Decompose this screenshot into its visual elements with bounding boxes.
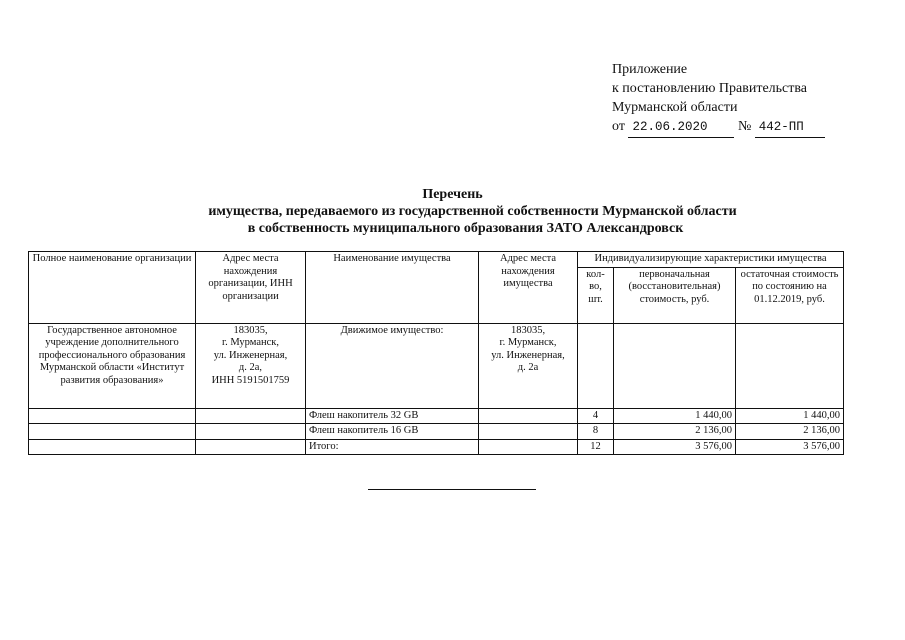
empty-cell [479, 439, 578, 455]
empty-cell [29, 424, 196, 440]
header-property-name: Наименование имущества [306, 252, 479, 324]
empty-cell [196, 424, 306, 440]
org-address-line: г. Мурманск, [221, 337, 280, 348]
org-row [29, 323, 844, 408]
empty-cell [196, 439, 306, 455]
empty-cell [479, 424, 578, 440]
header-org-address: Адрес места нахождения организации, ИНН организации [196, 252, 306, 324]
title-line-1: Перечень [422, 187, 483, 202]
title-line-3: в собственность муниципального образования ЗАТО Александровск [247, 221, 684, 236]
resolution-number: 442-ПП [755, 118, 825, 138]
property-table [28, 251, 844, 455]
property-address-line: д. 2а [517, 362, 539, 373]
org-address-line: д. 2а, [238, 362, 263, 373]
org-address-line: 183035, [233, 324, 268, 336]
empty-cell [578, 323, 614, 408]
total-initial-cost: 3 576,00 [614, 439, 736, 455]
property-address-cell [479, 323, 578, 408]
total-residual-cost: 3 576,00 [736, 439, 844, 455]
closing-divider [368, 489, 536, 490]
property-address-line: 183035, [510, 324, 546, 336]
total-qty: 12 [578, 439, 614, 455]
item-residual-cost: 2 136,00 [736, 424, 844, 440]
header-property-address: Адрес места нахождения имущества [479, 252, 578, 324]
item-initial-cost: 2 136,00 [614, 424, 736, 440]
appendix-date-line [612, 117, 825, 138]
table-row [29, 424, 844, 440]
property-address-line: ул. Инженерная, [491, 349, 565, 361]
total-label: Итого: [306, 439, 479, 455]
header-residual-cost: остаточная стоимость по состоянию на 01.12.2019, руб. [736, 267, 844, 323]
empty-cell [736, 323, 844, 408]
header-initial-cost: первоначальная (восстановительная) стоимость, руб. [614, 267, 736, 323]
appendix-resolution-line: к постановлению Правительства [612, 81, 808, 96]
appendix-region-line: Мурманской области [612, 100, 738, 115]
date-prefix: от [612, 119, 625, 134]
empty-cell [29, 408, 196, 424]
document-title [0, 186, 905, 237]
empty-cell [29, 439, 196, 455]
org-address-cell [196, 323, 306, 408]
org-inn: ИНН 5191501759 [211, 374, 290, 386]
empty-cell [614, 323, 736, 408]
empty-cell [479, 408, 578, 424]
number-prefix: № [737, 119, 752, 134]
movable-property-label: Движимое имущество: [306, 323, 479, 408]
table-row [29, 408, 844, 424]
appendix-title: Приложение [612, 62, 688, 77]
total-row [29, 439, 844, 455]
header-row [29, 252, 844, 268]
empty-cell [196, 408, 306, 424]
item-qty: 4 [578, 408, 614, 424]
item-residual-cost: 1 440,00 [736, 408, 844, 424]
org-name-cell: Государственное автономное учреждение дополнительного профессионального образования Мурманской области «Институт развития образования» [29, 323, 196, 408]
header-org-name: Полное наименование организации [29, 252, 196, 324]
item-initial-cost: 1 440,00 [614, 408, 736, 424]
item-name: Флеш накопитель 16 GB [306, 424, 479, 440]
title-line-2: имущества, передаваемого из государственной собственности Мурманской области [208, 204, 737, 219]
item-name: Флеш накопитель 32 GB [306, 408, 479, 424]
resolution-date: 22.06.2020 [628, 118, 734, 138]
header-qty: кол-во, шт. [578, 267, 614, 323]
org-address-line: ул. Инженерная, [213, 349, 288, 361]
header-characteristics: Индивидуализирующие характеристики имущества [578, 252, 844, 268]
property-address-line: г. Мурманск, [499, 337, 557, 348]
item-qty: 8 [578, 424, 614, 440]
appendix-block [612, 60, 825, 138]
